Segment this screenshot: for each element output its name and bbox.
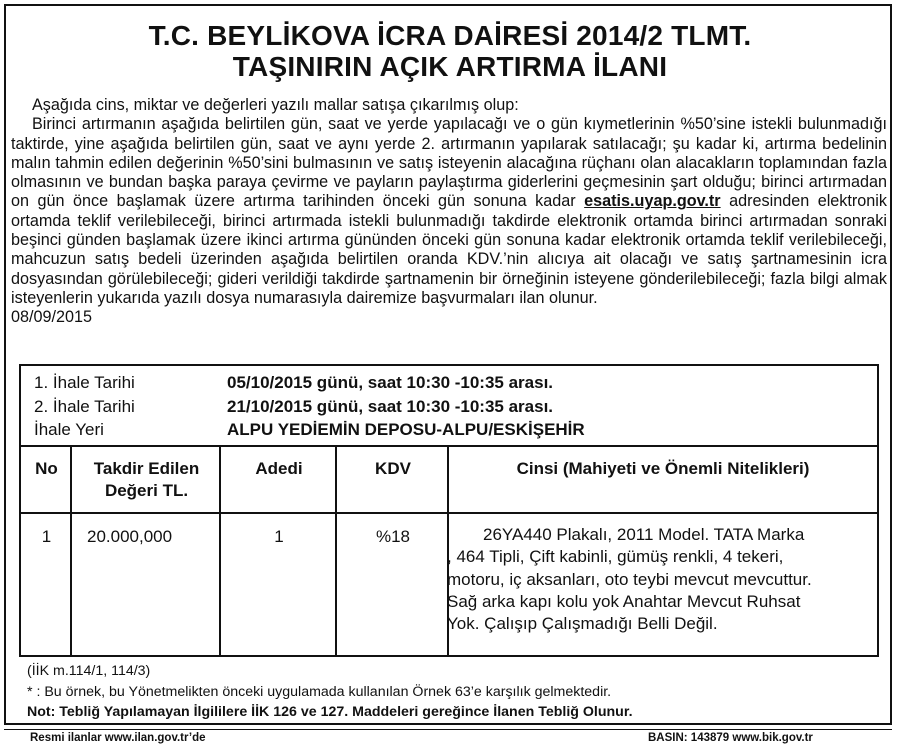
table-divider-top xyxy=(21,445,877,447)
intro-text: Aşağıda cins, miktar ve değerleri yazılı mallar satışa çıkarılmış olup: xyxy=(32,96,519,114)
cell-no: 1 xyxy=(41,527,52,546)
header-value-line-1: Takdir Edilen xyxy=(93,459,200,478)
cell-quantity: 1 xyxy=(274,527,284,546)
header-no: No xyxy=(35,459,58,478)
info-label: 1. İhale Tarihi xyxy=(34,373,135,392)
law-reference: (İİK m.114/1, 114/3) xyxy=(27,663,151,679)
table-divider-header xyxy=(21,512,877,514)
footnote-2: Not: Tebliğ Yapılamayan İlgililere İİK 126 ve 127. Maddeleri gereğince İlanen Tebliğ Olunur. xyxy=(27,704,633,720)
info-value: 21/10/2015 günü, saat 10:30 -10:35 arası. xyxy=(227,396,554,416)
esatis-link[interactable]: esatis.uyap.gov.tr xyxy=(584,192,721,211)
main-paragraph xyxy=(11,115,887,308)
info-value: ALPU YEDİEMİN DEPOSU-ALPU/ESKİŞEHİR xyxy=(227,420,585,439)
header-value-line-2: Değeri TL. xyxy=(104,481,189,500)
description-line: motoru, iç aksanları, oto teybi mevcut mevcuttur. xyxy=(447,569,812,589)
title-line-1: T.C. BEYLİKOVA İCRA DAİRESİ 2014/2 TLMT. xyxy=(148,20,752,51)
footnote-1: * : Bu örnek, bu Yönetmelikten önceki uygulamada kullanılan Örnek 63’e karşılık gelmektedir. xyxy=(27,684,612,700)
description-line: Sağ arka kapı kolu yok Anahtar Mevcut Ruhsat xyxy=(447,591,801,611)
description-line: Yok. Çalışıp Çalışmadığı Belli Değil. xyxy=(447,614,718,634)
bottom-bar-left: Resmi ilanlar www.ilan.gov.tr’de xyxy=(30,732,206,744)
title-line-2: TAŞINIRIN AÇIK ARTIRMA İLANI xyxy=(232,51,668,82)
cell-kdv: %18 xyxy=(375,527,411,546)
cell-description xyxy=(447,524,867,635)
info-label: İhale Yeri xyxy=(34,420,104,439)
header-quantity: Adedi xyxy=(255,459,303,478)
header-description: Cinsi (Mahiyeti ve Önemli Nitelikleri) xyxy=(516,459,810,478)
info-value: 05/10/2015 günü, saat 10:30 -10:35 arası. xyxy=(227,373,554,392)
header-value xyxy=(72,458,221,502)
description-line: 26YA440 Plakalı, 2011 Model. TATA Marka xyxy=(483,525,805,544)
announcement-date: 08/09/2015 xyxy=(11,308,93,327)
cell-value: 20.000,000 xyxy=(87,527,173,546)
announcement-body xyxy=(11,96,887,328)
bottom-bar xyxy=(4,729,892,744)
announcement-title xyxy=(0,20,900,82)
paragraph-part-2: adresinden elektronik ortamda teklif verilebileceği, birinci artırmada istekli bulunmadığı takdirde elektronik ortamda birinci artırmadan sonraki beşinci günden başlamak üzere ikinci artırma gününden önceki gün sonuna kadar elektronik ortamda teklif verilebileceği, mahcuzun satış bedeli üzerinden aşağıda belirtilen oranda KDV.’nin alıcıya ait olacağı ve satış şartnamesinin icra dosyasından görülebileceği; gideri verildiği takdirde şartnamenin bir örneğinin isteyene gönderilebileceği; fazla bilgi almak isteyenlerin yukarıda yazılı dosya numarasıyla dairemize başvurmaları ilan olunur. xyxy=(11,192,887,307)
info-label: 2. İhale Tarihi xyxy=(34,396,135,416)
bottom-bar-right: BASIN: 143879 www.bik.gov.tr xyxy=(648,732,813,744)
description-line: , 464 Tipli, Çift kabinli, gümüş renkli, 4 tekeri, xyxy=(447,547,784,567)
header-kdv: KDV xyxy=(375,459,411,478)
paragraph-part-1: Birinci artırmanın aşağıda belirtilen gün, saat ve yerde yapılacağı ve o gün kıymetlerinin %50’sine istekli bulunmadığı taktirde, yine aşağıda belirtilen gün, saat ve aynı yerde 2. artırmanın yapılarak satılacağı; şu kadar ki, artırma bedelinin malın tahmin edilen değerinin %50’sini bulmasının ve satış isteyenin alacağına rüçhanı olan alacakların toplamından fazla olmasının ve bundan başka paraya çevirme ve payların paylaştırma giderlerini geçmesinin şart olduğu; birinci artırmadan on gün önce başlamak üzere artırma tarihinden önceki gün sonuna kadar xyxy=(11,115,887,211)
